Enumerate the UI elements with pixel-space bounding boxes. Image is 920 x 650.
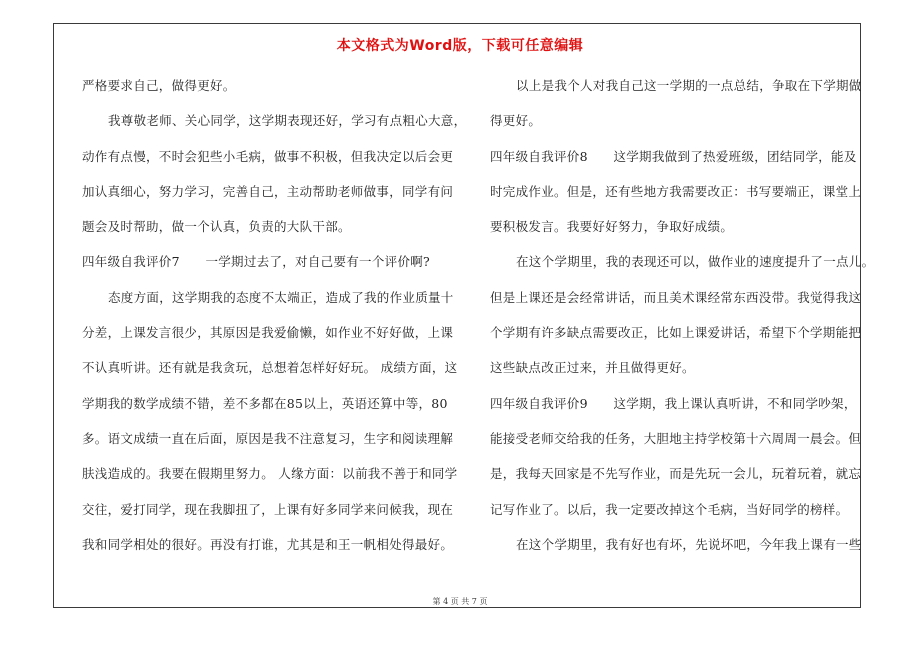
text-line: 但是上课还是会经常讲话，而且美术课经常东西没带。我觉得我这 xyxy=(490,289,862,305)
page-header-title: 本文格式为Word版，下载可任意编辑 xyxy=(336,38,584,54)
left-column xyxy=(82,78,467,572)
text-line: 要积极发言。我要好好努力，争取好成绩。 xyxy=(490,219,734,235)
text-line: 交往，爱打同学，现在我脚扭了，上课有好多同学来问候我，现在 xyxy=(82,501,454,517)
text-line: 题会及时帮助，做一个认真，负责的大队干部。 xyxy=(82,219,351,235)
text-line: 不认真听讲。还有就是我贪玩，总想着怎样好好玩。 成绩方面，这 xyxy=(82,360,458,376)
text-line: 我和同学相处的很好。再没有打谁，尤其是和王一帆相处得最好。 xyxy=(82,536,454,552)
text-line: 加认真细心，努力学习，完善自己，主动帮助老师做事，同学有问 xyxy=(82,183,454,199)
text-line: 时完成作业。但是，还有些地方我需要改正：书写要端正，课堂上 xyxy=(490,183,862,199)
text-line: 动作有点慢，不时会犯些小毛病，做事不积极，但我决定以后会更 xyxy=(82,148,454,164)
page-number-footer: 第 4 页 共 7 页 xyxy=(432,597,488,606)
right-column xyxy=(490,78,875,572)
section-heading-9: 四年级自我评价9 这学期，我上课认真听讲，不和同学吵架， xyxy=(490,395,857,411)
text-line: 个学期有许多缺点需要改正，比如上课爱讲话，希望下个学期能把 xyxy=(490,325,862,341)
paragraph-start: 我尊敬老师、关心同学，这学期表现还好，学习有点粗心大意， xyxy=(108,113,467,129)
text-line: 这些缺点改正过来，并且做得更好。 xyxy=(490,360,695,376)
section-heading-8: 四年级自我评价8 这学期我做到了热爱班级，团结同学，能及 xyxy=(490,148,857,164)
text-line: 是，我每天回家是不先写作业，而是先玩一会儿，玩着玩着，就忘 xyxy=(490,466,862,482)
text-line: 多。语文成绩一直在后面，原因是我不注意复习，生字和阅读理解 xyxy=(82,430,454,446)
paragraph-start: 在这个学期里，我的表现还可以，做作业的速度提升了一点儿。 xyxy=(516,254,875,270)
text-line: 能接受老师交给我的任务，大胆地主持学校第十六周周一晨会。但 xyxy=(490,430,862,446)
text-line: 学期我的数学成绩不错，差不多都在85以上，英语还算中等，80 xyxy=(82,395,448,411)
section-heading-7: 四年级自我评价7 一学期过去了，对自己要有一个评价啊? xyxy=(82,254,431,270)
text-line: 分差，上课发言很少，其原因是我爱偷懒，如作业不好好做，上课 xyxy=(82,325,454,341)
text-line: 记写作业了。以后，我一定要改掉这个毛病，当好同学的榜样。 xyxy=(490,501,849,517)
paragraph-start: 态度方面，这学期我的态度不太端正，造成了我的作业质量十 xyxy=(108,289,454,305)
paragraph-start: 以上是我个人对我自己这一学期的一点总结，争取在下学期做 xyxy=(516,78,862,93)
paragraph-start: 在这个学期里，我有好也有坏，先说坏吧，今年我上课有一些 xyxy=(516,536,862,552)
text-line: 严格要求自己，做得更好。 xyxy=(82,78,236,93)
text-line: 肤浅造成的。我要在假期里努力。 人缘方面：以前我不善于和同学 xyxy=(82,466,458,482)
text-line: 得更好。 xyxy=(490,113,542,129)
